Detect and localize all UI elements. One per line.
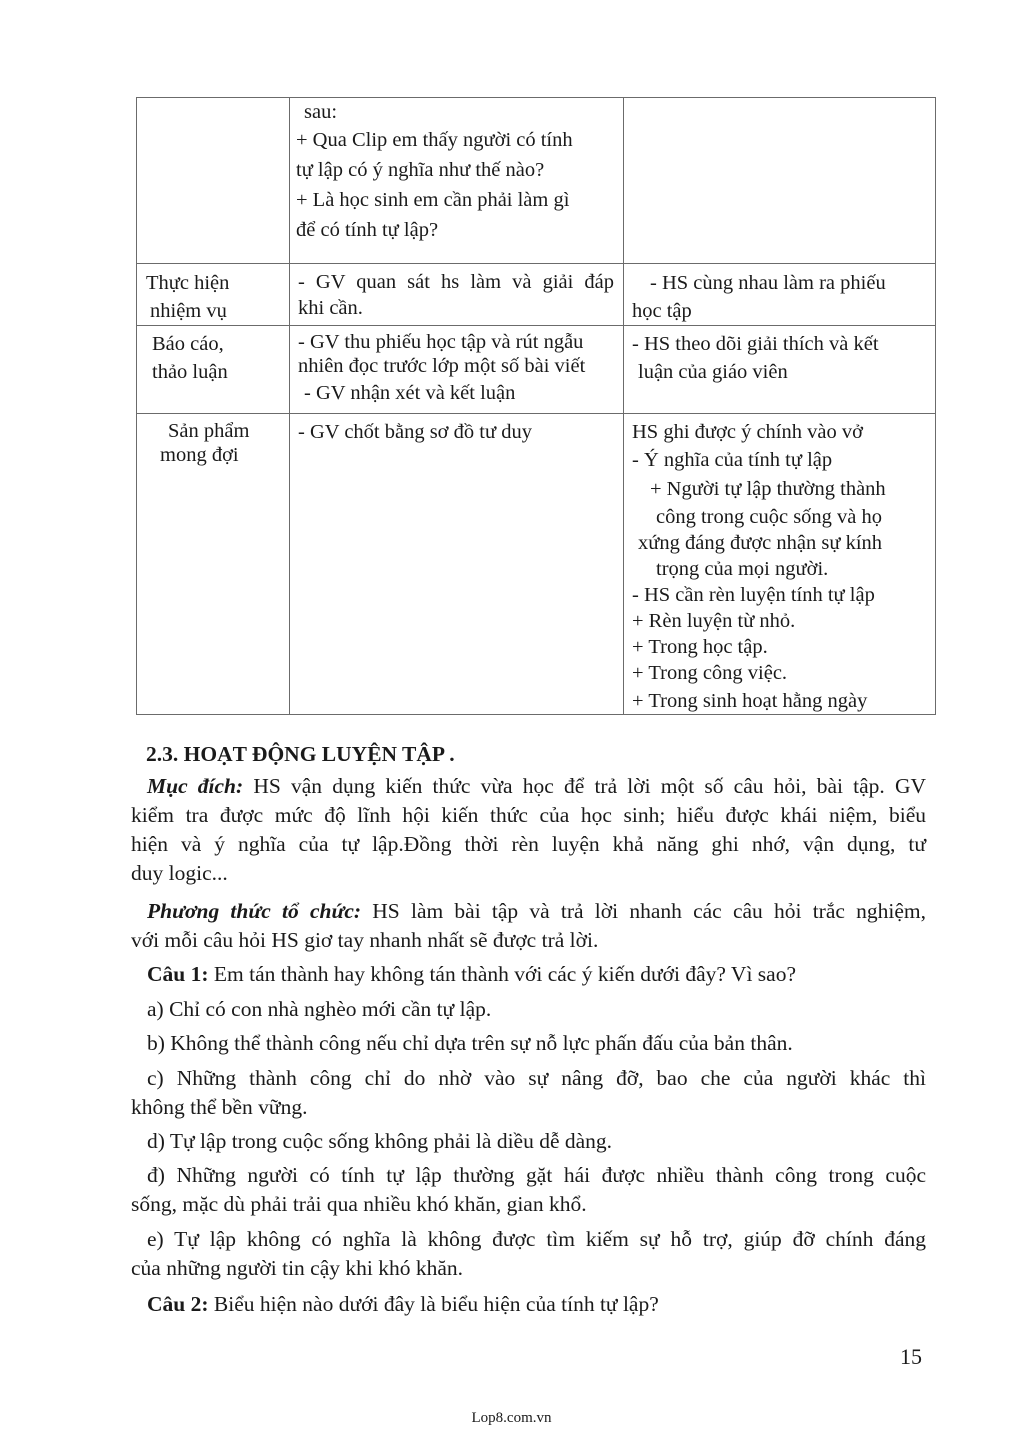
answer-e <box>131 1225 926 1283</box>
paragraph-line: kiểm tra được mức độ lĩnh hội kiến thức của học sinh; hiểu được khái niệm, biểu <box>131 803 926 827</box>
cell-line: Báo cáo, <box>152 333 224 355</box>
cell-line: - HS cần rèn luyện tính tự lập <box>632 584 875 606</box>
table-border-top <box>136 97 936 98</box>
method-label: Phương thức tổ chức: <box>147 899 362 923</box>
cell-line: - GV chốt bằng sơ đồ tư duy <box>298 421 532 443</box>
answer-line: e) Tự lập không có nghĩa là không được tìm kiếm sự hỗ trợ, giúp đỡ chính đáng <box>147 1227 926 1251</box>
question-2-label: Câu 2: <box>147 1292 209 1316</box>
cell-line: HS ghi được ý chính vào vở <box>632 421 863 443</box>
answer-c <box>131 1064 926 1122</box>
activity-table <box>136 97 936 715</box>
table-cell-student-row1 <box>632 269 932 325</box>
cell-line: trọng của mọi người. <box>656 558 829 580</box>
question-1 <box>131 960 926 989</box>
answer-line: a) Chỉ có con nhà nghèo mới cần tự lập. <box>147 997 492 1021</box>
table-cell-label-row3 <box>160 419 286 467</box>
table-cell-student-row2 <box>632 330 932 386</box>
footer-site: Lop8.com.vn <box>471 1410 552 1426</box>
method-paragraph <box>131 897 926 955</box>
section-heading <box>146 740 941 769</box>
cell-line: - HS theo dõi giải thích và kết <box>632 333 879 355</box>
question-1-label: Câu 1: <box>147 962 209 986</box>
table-row-divider-2 <box>136 325 936 326</box>
table-cell-label-row2 <box>152 330 286 386</box>
answer-line: đ) Những người có tính tự lập thường gặt hái được nhiều thành công trong cuộc <box>147 1163 926 1187</box>
page-number: 15 <box>900 1344 922 1369</box>
purpose-label: Mục đích: <box>147 774 244 798</box>
cell-line: sau: <box>304 101 338 123</box>
cell-line: - GV quan sát hs làm và giải đáp <box>298 271 614 293</box>
cell-line: Sản phẩm <box>168 420 250 442</box>
answer-line: c) Những thành công chỉ do nhờ vào sự nâng đỡ, bao che của người khác thì <box>147 1066 926 1090</box>
table-cell-teacher-row1 <box>298 269 614 321</box>
table-cell-student-row3 <box>632 419 932 716</box>
cell-line: Thực hiện <box>146 272 230 294</box>
cell-line: + Trong sinh hoạt hằng ngày <box>632 690 868 712</box>
answer-line: b) Không thể thành công nếu chỉ dựa trên sự nỗ lực phấn đấu của bản thân. <box>147 1031 793 1055</box>
answer-line: d) Tự lập trong cuộc sống không phải là diều dễ dàng. <box>147 1129 613 1153</box>
question-line <box>131 960 926 989</box>
cell-line: + Là học sinh em cần phải làm gì <box>296 189 570 211</box>
answer-line: sống, mặc dù phải trải qua nhiều khó khăn, gian khổ. <box>131 1192 587 1216</box>
cell-line: thảo luận <box>152 361 228 383</box>
cell-line: - Ý nghĩa của tính tự lập <box>632 449 833 471</box>
cell-line: nhiệm vụ <box>150 300 227 322</box>
answer-d <box>131 1127 926 1156</box>
cell-line: + Trong học tập. <box>632 636 768 658</box>
method-text: HS làm bài tập và trả lời nhanh các câu hỏi trắc nghiệm, <box>361 899 926 923</box>
paragraph-line: với mỗi câu hỏi HS giơ tay nhanh nhất sẽ được trả lời. <box>131 928 599 952</box>
table-border-left <box>136 97 137 715</box>
cell-line: để có tính tự lập? <box>296 219 439 241</box>
table-row-divider-1 <box>136 263 936 264</box>
answer-b <box>131 1029 926 1058</box>
answer-dd <box>131 1161 926 1219</box>
cell-line: luận của giáo viên <box>638 361 788 383</box>
cell-line: + Qua Clip em thấy người có tính <box>296 129 573 151</box>
cell-line: - HS cùng nhau làm ra phiếu <box>650 272 886 294</box>
paragraph-line: duy logic... <box>131 861 228 885</box>
table-col-divider-1 <box>289 97 290 715</box>
table-cell-teacher-row3 <box>298 419 614 445</box>
table-cell-teacher-row2 <box>298 330 614 408</box>
cell-line: mong đợi <box>160 444 239 466</box>
table-row-divider-3 <box>136 413 936 414</box>
question-2 <box>131 1290 926 1319</box>
purpose-paragraph <box>131 772 926 888</box>
question-line <box>131 1290 926 1319</box>
answer-a <box>131 995 926 1024</box>
cell-line: xứng đáng được nhận sự kính <box>638 532 883 554</box>
cell-line: nhiên đọc trước lớp một số bài viết <box>298 355 586 377</box>
table-cell-label-row1 <box>146 269 286 325</box>
section-heading-text: 2.3. HOẠT ĐỘNG LUYỆN TẬP . <box>146 742 455 766</box>
cell-line: - GV thu phiếu học tập và rút ngẫu <box>298 331 584 353</box>
cell-line: + Rèn luyện từ nhỏ. <box>632 610 796 632</box>
cell-line: công trong cuộc sống và họ <box>656 506 883 528</box>
question-1-text: Em tán thành hay không tán thành với các ý kiến dưới đây? Vì sao? <box>208 962 797 986</box>
table-border-right <box>935 97 936 715</box>
cell-line: - GV nhận xét và kết luận <box>304 382 516 404</box>
paragraph-line <box>131 772 926 801</box>
cell-line: tự lập có ý nghĩa như thế nào? <box>296 159 545 181</box>
cell-line: học tập <box>632 300 692 322</box>
table-cell-teacher-row0 <box>296 99 616 245</box>
paragraph-line <box>131 897 926 926</box>
paragraph-line: hiện và ý nghĩa của tự lập.Đồng thời rèn luyện khả năng ghi nhớ, vận dụng, tư <box>131 832 926 856</box>
cell-line: khi cần. <box>298 297 363 319</box>
table-col-divider-2 <box>623 97 624 715</box>
purpose-text: HS vận dụng kiến thức vừa học để trả lời một số câu hỏi, bài tập. GV <box>243 774 926 798</box>
answer-line: không thể bền vững. <box>131 1095 308 1119</box>
question-2-text: Biểu hiện nào dưới đây là biểu hiện của tính tự lập? <box>208 1292 659 1316</box>
answer-line: của những người tin cậy khi khó khăn. <box>131 1256 464 1280</box>
cell-line: + Trong công việc. <box>632 662 788 684</box>
cell-line: + Người tự lập thường thành <box>650 478 886 500</box>
